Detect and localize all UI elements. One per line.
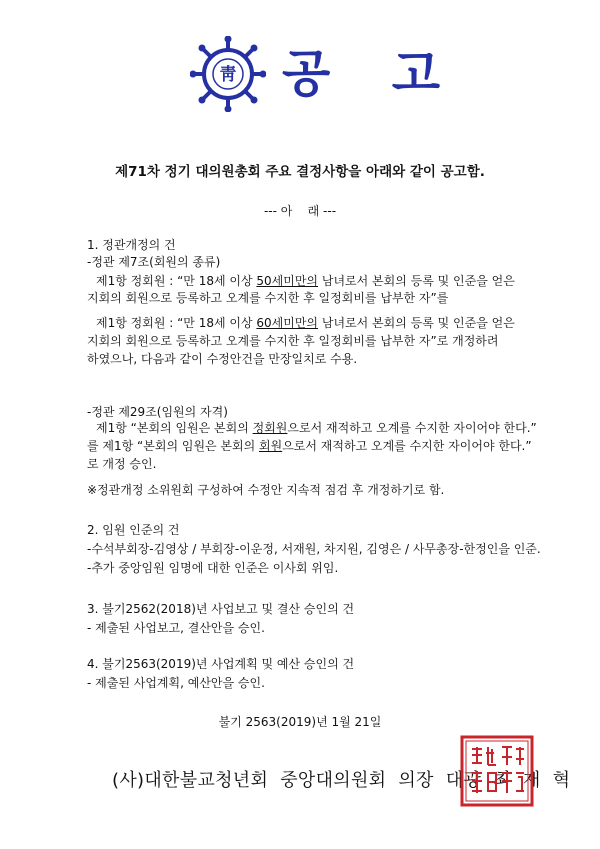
- article7-original-line2: 지회의 회원으로 등록하고 오계를 수지한 후 일정회비를 납부한 자”를: [87, 291, 449, 305]
- article29-line2: 를 제1항 “본회의 임원은 본회의 회원으로서 재적하고 오계를 수지한 자이어야 한다.”: [87, 439, 532, 453]
- emblem-label: 靑: [219, 65, 237, 85]
- section3-line1: - 제출된 사업보고, 결산안을 승인.: [87, 621, 265, 635]
- article7-heading: -정관 제7조(회원의 종류): [87, 255, 221, 269]
- section1-heading: 1. 정관개정의 건: [87, 238, 176, 252]
- section-separator: --- 아 래 ---: [263, 204, 337, 218]
- article7-revision-line1: 제1항 정회원 : “만 18세 이상 60세미만의 남녀로서 본회의 등록 및 인준을 얻은: [96, 316, 515, 330]
- notice-subtitle: 제71차 정기 대의원총회 주요 결정사항을 아래와 같이 공고함.: [115, 164, 485, 180]
- article29-heading: -정관 제29조(임원의 자격): [87, 405, 228, 419]
- signature-line: (사)대한불교청년회 중앙대의원회 의장 대광 최 재 혁: [112, 770, 571, 791]
- article29-line3: 로 개정 승인.: [87, 457, 157, 471]
- page-title: 공 고: [282, 45, 463, 103]
- section2-line1: -수석부회장-김영상 / 부회장-이운정, 서재원, 차지원, 김영은 / 사무총장-한정인을 인준.: [87, 542, 541, 556]
- revision-note: ※정관개정 소위원회 구성하여 수정안 지속적 점검 후 개정하기로 함.: [87, 483, 445, 497]
- document-header: [190, 36, 463, 112]
- article29-line1: 제1항 “본회의 임원은 본회의 정회원으로서 재적하고 오계를 수지한 자이어야 한다.”: [96, 421, 537, 435]
- dharma-wheel-emblem-icon: [190, 36, 266, 112]
- section4-line1: - 제출된 사업계획, 예산안을 승인.: [87, 676, 265, 690]
- section3-heading: 3. 불기2562(2018)년 사업보고 및 결산 승인의 건: [87, 602, 355, 616]
- article7-revision-line3: 하였으나, 다음과 같이 수정안건을 만장일치로 수용.: [87, 352, 358, 366]
- section2-line2: -추가 중앙임원 임명에 대한 인준은 이사회 위임.: [87, 561, 339, 575]
- article7-revision-line2: 지회의 회원으로 등록하고 오계를 수지한 후 일정회비를 납부한 자”로 개정하려: [87, 334, 499, 348]
- section4-heading: 4. 불기2563(2019)년 사업계획 및 예산 승인의 건: [87, 657, 355, 671]
- section2-heading: 2. 임원 인준의 건: [87, 523, 180, 537]
- notice-date: 불기 2563(2019)년 1월 21일: [218, 715, 382, 729]
- article7-original-line1: 제1항 정회원 : “만 18세 이상 50세미만의 남녀로서 본회의 등록 및 인준을 얻은: [96, 274, 515, 288]
- official-seal-icon: [460, 735, 534, 807]
